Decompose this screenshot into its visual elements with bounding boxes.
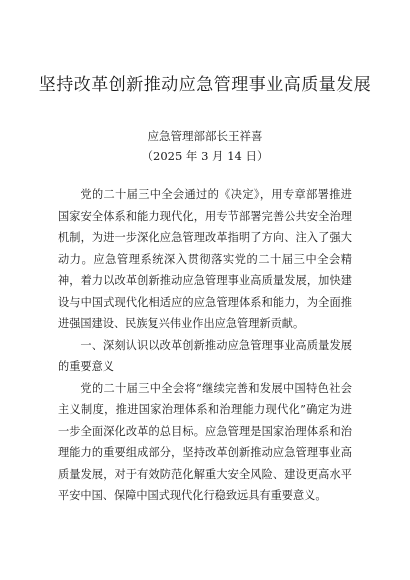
document-date: （2025 年 3 月 14 日）: [141, 149, 269, 163]
body-paragraph: 党的二十届三中全会将“继续完善和发展中国特色社会主义制度，推进国家治理体系和治理能力现代化”确定为进一步全面深化改革的总目标。应急管理是国家治理体系和治理能力的重要组成部分，坚持改革创新推动应急管理事业高质量发展，对于有效防范化解重大安全风险、建设更高水平平安中国、保障中国式现代化行稳致远具有重要意义。: [58, 381, 352, 502]
document-title: 坚持改革创新推动应急管理事业高质量发展: [38, 75, 372, 95]
document-body: [58, 184, 352, 507]
body-paragraph: 党的二十届三中全会通过的《决定》，用专章部署推进国家安全体系和能力现代化，用专节部署完善公共安全治理机制，为进一步深化应急管理改革指明了方向、注入了强大动力。应急管理系统深入贯彻落实党的二十届三中全会精神，着力以改革创新推动应急管理事业高质量发展，加快建设与中国式现代化相适应的应急管理体系和能力，为全面推进强国建设、民族复兴伟业作出应急管理新贡献。: [58, 188, 352, 330]
section-heading: 一、深刻认识以改革创新推动应急管理事业高质量发展的重要意义: [58, 338, 352, 373]
document-author: 应急管理部部长王祥喜: [147, 129, 263, 143]
